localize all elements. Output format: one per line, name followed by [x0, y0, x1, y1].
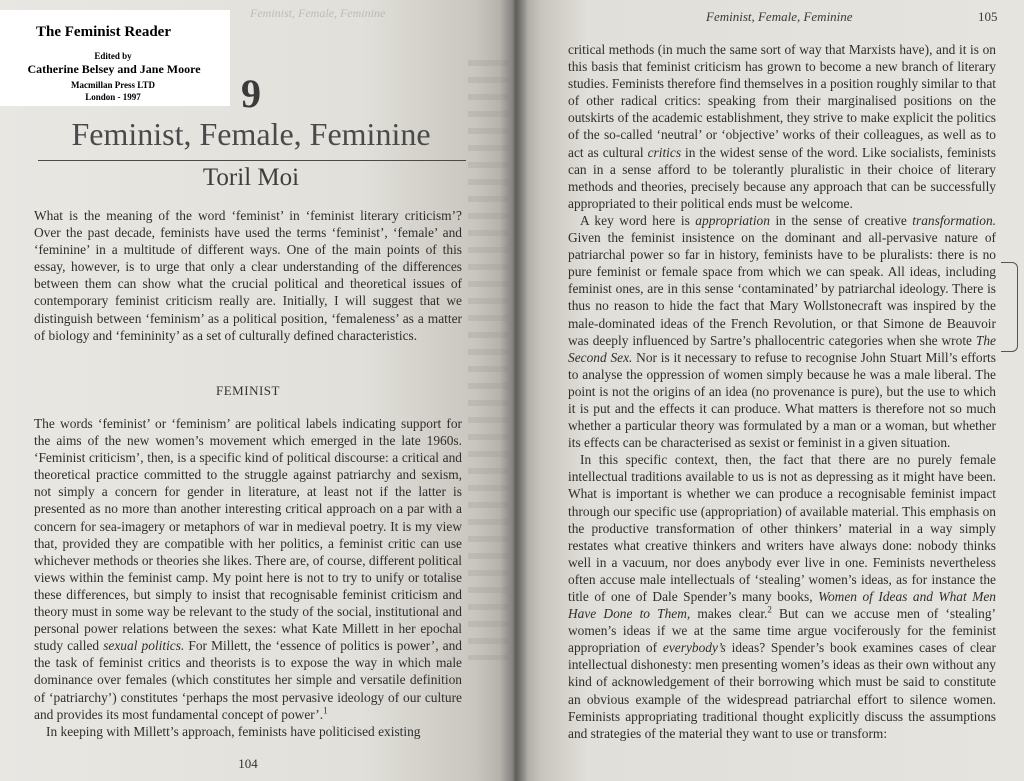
- editors: Catherine Belsey and Jane Moore: [27, 62, 201, 76]
- chapter-number: 9: [241, 71, 261, 116]
- body-paragraph: [568, 451, 996, 742]
- margin-bracket-annotation: [1001, 262, 1018, 352]
- place-year: London - 1997: [85, 92, 141, 102]
- footnote-marker: 1: [323, 705, 328, 716]
- show-through-header: Feminist, Female, Feminine: [250, 6, 386, 20]
- text-run-italic: Women of Ideas and What Men Have Done to Them,: [568, 589, 996, 622]
- intro-paragraph: What is the meaning of the word ‘feminist’ in ‘feminist literary criticism’? Over the past decade, feminists have used the terms ‘feminist’, ‘female’ and ‘feminine’ in a multitude of different ways. One of the main points of this essay, however, is to urge that only a clear understanding of the differences between them can show what the crucial political and theoretical issues of contemporary feminist criticism really are. Initially, I will suggest that we distinguish between ‘feminism’ as a political position, ‘femaleness’ as a matter of biology and ‘femininity’ as a set of culturally defined characteristics.: [34, 208, 462, 343]
- title-rule: [38, 160, 466, 161]
- text-run-italic: everybody’s: [662, 640, 726, 656]
- left-body-text: [34, 415, 462, 740]
- text-run: In this specific context, then, the fact that there are no purely female intellectual traditions available to us is not as depressing as it might have been. What is important is whether we can produce a recognisable feminist impact through our specific use (appropriation) of available material. This emphasis on the productive transformation of other thinkers’ material in a way simply restates what creative thinkers and writers have always done: nobody thinks well in a vacuum, nor does anybody ever live in one. Feminists nevertheless often accuse male intellectuals of ‘stealing’ women’s ideas, as for instance the title of one of Dale Spender’s many books,: [568, 452, 996, 604]
- text-run: critical methods (in much the same sort of way that Marxists have), and it is on this basis that feminist criticism has grown to become a new branch of literary studies. Feminists therefore find themselves in a position roughly similar to that of other radical critics: speaking from their marginalised positions on the outskirts of the academic establishment, they strive to make explicit the politics of the so-called ‘neutral’ or ‘objective’ works of their colleagues, as well as to act as cultural: [568, 42, 996, 160]
- text-run: A key word here is: [580, 212, 696, 228]
- text-run-italic: The Second Sex.: [568, 332, 996, 365]
- body-paragraph: [568, 41, 996, 212]
- text-run: Given the feminist insistence on the dominant and all-pervasive nature of patriarchal power so far in history, feminists have to be pluralists: there is no pure feminist or female space from which we can speak. All ideas, including feminist ones, are in this sense ‘contaminated’ by patriarchal ideology. There is thus no reason to hide the fact that Mary Wollstonecraft was inspired by the male-dominated ideas of the French Revolution, or that Simone de Beauvoir was deeply influenced by Sartre’s phallocentric categories when she wrote: [568, 230, 996, 348]
- section-heading: FEMINIST: [216, 383, 280, 398]
- text-run-italic: sexual politics.: [103, 638, 185, 654]
- text-run-italic: critics: [647, 144, 682, 160]
- text-run: makes clear.: [690, 606, 768, 622]
- running-head: Feminist, Female, Feminine: [706, 9, 853, 24]
- body-paragraph: [568, 212, 996, 451]
- text-run-italic: appropriation: [695, 212, 770, 228]
- text-run-italic: transformation.: [912, 212, 997, 228]
- page-number-right: 105: [978, 9, 998, 24]
- body-paragraph: In keeping with Millett’s approach, feminists have politicised existing: [46, 723, 421, 739]
- text-run: For Millett, the ‘essence of politics is power’, and the task of feminist critics and theorists is to expose the way in which male dominance over females (which constitutes her simple and versatile definition of ‘patriarchy’) constitutes ‘perhaps the most pervasive ideology of our culture and provides its most fundamental concept of power’.: [34, 638, 462, 722]
- chapter-author: Toril Moi: [202, 164, 300, 191]
- body-paragraph: [34, 415, 462, 723]
- text-run: in the sense of creative: [769, 212, 913, 228]
- text-run: Nor is it necessary to refuse to recognise John Stuart Mill’s efforts to analyse the oppression of women simply because he was a male liberal. The point is not the origins of an idea (no provenance is pure), but the use to which it is put and the effects it can produce. What matters is therefore not so much whether a particular theory was formulated by a man or a woman, but whether its effects can be characterised as sexist or feminist in a given situation.: [568, 349, 996, 451]
- edited-by: Edited by: [94, 51, 132, 61]
- text-run: But can we accuse men of ‘stealing’ women’s ideas if we at the same time argue vociferously for the feminist appropriation of: [568, 606, 996, 656]
- book-gutter: [500, 0, 528, 781]
- chapter-title: Feminist, Female, Feminine: [71, 116, 431, 152]
- footnote-marker: 2: [767, 604, 772, 615]
- publisher: Macmillan Press LTD: [70, 80, 155, 90]
- right-body-text: [568, 41, 996, 742]
- text-run: The words ‘feminist’ or ‘feminism’ are political labels indicating support for the aims of the new women’s movement which emerged in the late 1960s. ‘Feminist criticism’, then, is a specific kind of political discourse: a critical and theoretical practice committed to the struggle against patriarchy and sexism, not simply a concern for gender in literature, at least not if the latter is presented as no more than another interesting critical approach on a par with a concern for sea-imagery or metaphors of war in medieval poetry. It is my view that, provided they are compatible with her politics, a feminist critic can use whichever methods or theories she likes. There are, of course, different political views within the feminist camp. My point here is not to try to unify or totalise these differences, but simply to insist that recognisable feminist criticism and theory must in some way be relevant to the study of the social, institutional and personal power relations between the sexes: what Kate Millett in her epochal study called: [34, 416, 462, 654]
- book-title: The Feminist Reader: [36, 24, 171, 40]
- text-run: ideas? Spender’s book examines cases of clear intellectual dishonesty: men presenting women’s ideas as their own without any kind of acknowledgement of their borrowing which must be said to constitute an obvious example of the widespread patriarchal effort to silence women. Feminists appropriating traditional thought explicitly discuss the assumptions and strategies of the material they want to use or transform:: [568, 640, 996, 741]
- page-number-left: 104: [238, 756, 258, 771]
- text-run: in the widest sense of the word. Like socialists, feminists can in a sense afford to be tolerantly pluralistic in their choice of literary methods and theories, precisely because any approach that can be successfully appropriated to their political ends must be welcome.: [568, 144, 996, 211]
